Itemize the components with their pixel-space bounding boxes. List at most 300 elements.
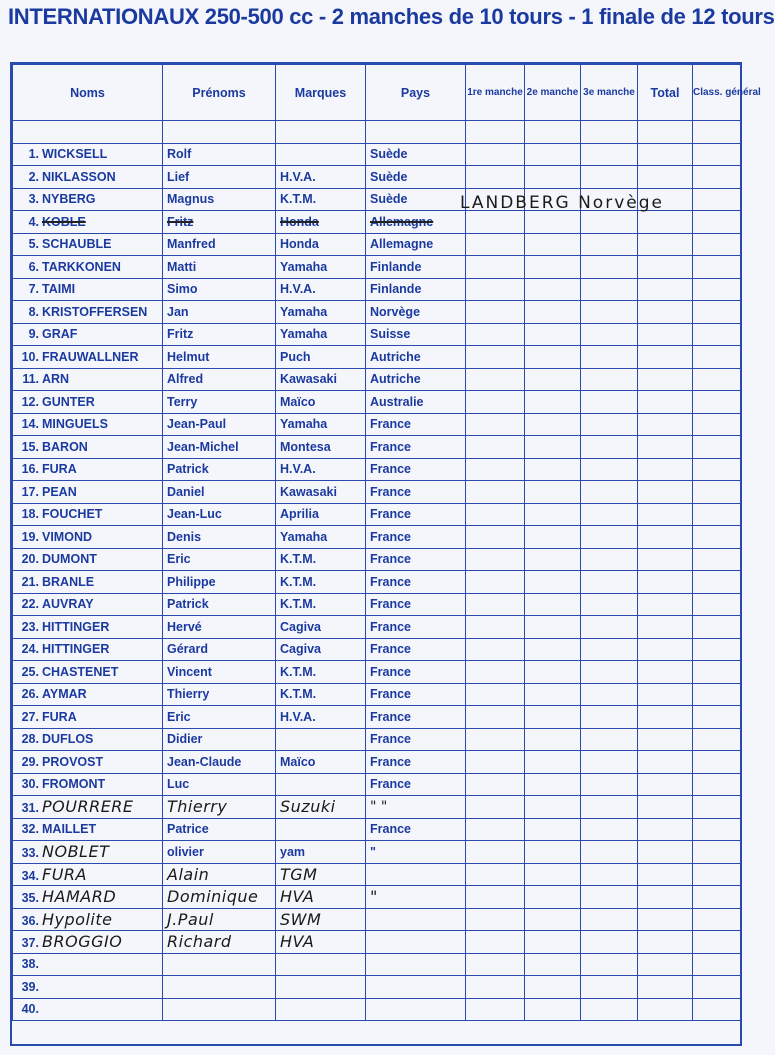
cell-total (638, 143, 693, 166)
cell-marque (276, 458, 366, 481)
cell-classement (693, 211, 741, 234)
cell-manche1 (466, 301, 525, 324)
cell-prenom (163, 728, 276, 751)
row-prenom: Manfred (167, 237, 216, 252)
cell-manche3 (581, 211, 638, 234)
row-marque: K.T.M. (280, 597, 317, 612)
cell-prenom (163, 503, 276, 526)
cell-classement (693, 548, 741, 571)
table-row (13, 166, 741, 189)
cell-classement (693, 166, 741, 189)
cell-classement (693, 413, 741, 436)
cell-prenom (163, 953, 276, 976)
cell-nom (13, 953, 163, 976)
cell-nom (13, 728, 163, 751)
cell-total (638, 346, 693, 369)
cell-total (638, 166, 693, 189)
row-marque: SWM (280, 909, 322, 929)
cell-pays (366, 818, 466, 841)
cell-pays (366, 481, 466, 504)
row-nom: FRAUWALLNER (42, 349, 139, 364)
cell-nom (13, 773, 163, 796)
row-pays: Suède (370, 192, 408, 207)
row-marque: H.V.A. (280, 709, 316, 724)
cell-marque (276, 886, 366, 909)
cell-manche1 (466, 458, 525, 481)
row-pays: France (370, 687, 411, 702)
cell-classement (693, 841, 741, 864)
header-prenoms: Prénoms (163, 65, 276, 121)
cell-marque (276, 863, 366, 886)
row-prenom: Dominique (167, 887, 259, 907)
row-number: 21. (21, 574, 39, 589)
cell-prenom (163, 998, 276, 1021)
cell-total (638, 751, 693, 774)
handwritten-note: LANDBERG Norvège (460, 193, 664, 213)
cell-total (638, 841, 693, 864)
cell-prenom (163, 278, 276, 301)
cell-marque (276, 706, 366, 729)
row-pays: France (370, 822, 411, 837)
table-row (13, 233, 741, 256)
cell-manche2 (525, 526, 581, 549)
row-pays: " (370, 844, 376, 859)
cell-manche3 (581, 278, 638, 301)
cell-manche3 (581, 638, 638, 661)
row-number: 16. (21, 462, 39, 477)
header-manche2: 2e manche (525, 65, 581, 121)
cell-total (638, 211, 693, 234)
row-nom: GUNTER (42, 394, 95, 409)
cell-manche2 (525, 638, 581, 661)
cell-classement (693, 593, 741, 616)
cell-prenom (163, 548, 276, 571)
table-row (13, 886, 741, 909)
cell-nom (13, 818, 163, 841)
row-marque: H.V.A. (280, 169, 316, 184)
cell-manche2 (525, 211, 581, 234)
cell-prenom (163, 458, 276, 481)
table-row (13, 818, 741, 841)
row-number: 17. (21, 484, 39, 499)
cell-prenom (163, 931, 276, 954)
cell-manche3 (581, 886, 638, 909)
cell-total (638, 796, 693, 819)
cell-marque (276, 278, 366, 301)
row-number: 26. (21, 687, 39, 702)
cell-manche1 (466, 751, 525, 774)
cell-pays (366, 413, 466, 436)
cell-nom (13, 548, 163, 571)
cell-nom (13, 458, 163, 481)
row-number: 18. (21, 507, 39, 522)
cell-classement (693, 188, 741, 211)
cell-nom (13, 526, 163, 549)
row-prenom: Rolf (167, 147, 192, 162)
cell-manche2 (525, 481, 581, 504)
row-marque: H.V.A. (280, 282, 316, 297)
row-number: 30. (21, 777, 39, 792)
cell-nom (13, 211, 163, 234)
row-marque: H.V.A. (280, 462, 316, 477)
row-marque: K.T.M. (280, 574, 317, 589)
row-pays: France (370, 462, 411, 477)
cell-nom (13, 143, 163, 166)
row-number: 11. (22, 372, 39, 387)
cell-marque (276, 503, 366, 526)
row-number: 35. (21, 891, 39, 906)
row-nom: GRAF (42, 327, 78, 342)
cell-total (638, 886, 693, 909)
row-nom: KOBLE (42, 214, 86, 229)
row-pays: " (370, 887, 378, 907)
cell-total (638, 953, 693, 976)
cell-prenom (163, 661, 276, 684)
cell-manche1 (466, 706, 525, 729)
row-number: 5. (28, 237, 39, 252)
table-row (13, 661, 741, 684)
row-pays: Allemagne (370, 237, 434, 252)
row-nom: HITTINGER (42, 619, 110, 634)
cell-classement (693, 526, 741, 549)
cell-manche2 (525, 773, 581, 796)
row-number: 19. (21, 529, 39, 544)
cell-prenom (163, 751, 276, 774)
row-pays: Norvège (370, 304, 421, 319)
cell-pays (366, 458, 466, 481)
cell-prenom (163, 616, 276, 639)
cell-nom (13, 233, 163, 256)
table-row (13, 931, 741, 954)
cell-manche1 (466, 548, 525, 571)
cell-manche2 (525, 953, 581, 976)
cell-nom (13, 661, 163, 684)
table-row (13, 413, 741, 436)
row-prenom: Jean-Paul (167, 417, 227, 432)
cell-manche1 (466, 661, 525, 684)
cell-manche2 (525, 998, 581, 1021)
row-number: 22. (21, 597, 39, 612)
cell-marque (276, 931, 366, 954)
cell-pays (366, 773, 466, 796)
row-prenom: Richard (167, 932, 232, 952)
cell-classement (693, 886, 741, 909)
header-manche3: 3e manche (581, 65, 638, 121)
cell-prenom (163, 323, 276, 346)
cell-classement (693, 931, 741, 954)
page-title: INTERNATIONAUX 250-500 cc - 2 manches de 10 tours - 1 finale de 12 tours (8, 4, 775, 29)
cell-manche3 (581, 908, 638, 931)
cell-total (638, 458, 693, 481)
row-nom: BARON (42, 439, 88, 454)
table-row (13, 278, 741, 301)
cell-total (638, 526, 693, 549)
cell-manche3 (581, 368, 638, 391)
table-row (13, 706, 741, 729)
cell-manche3 (581, 683, 638, 706)
row-pays: Autriche (370, 349, 421, 364)
row-number: 31. (21, 801, 39, 816)
cell-prenom (163, 886, 276, 909)
row-nom: ARN (42, 372, 70, 387)
cell-pays (366, 683, 466, 706)
row-number: 2. (28, 169, 39, 184)
table-row (13, 796, 741, 819)
cell-nom (13, 751, 163, 774)
table-row (13, 571, 741, 594)
cell-pays (366, 256, 466, 279)
row-prenom: olivier (167, 844, 204, 859)
row-prenom: Patrice (167, 822, 209, 837)
row-prenom: Helmut (167, 349, 210, 364)
cell-pays (366, 751, 466, 774)
table-row (13, 548, 741, 571)
cell-total (638, 616, 693, 639)
cell-manche3 (581, 841, 638, 864)
cell-total (638, 863, 693, 886)
row-pays: France (370, 439, 411, 454)
table-row (13, 593, 741, 616)
row-marque: K.T.M. (280, 664, 317, 679)
row-prenom: Jan (167, 304, 189, 319)
row-prenom: Eric (167, 552, 191, 567)
table-row (13, 616, 741, 639)
cell-manche3 (581, 143, 638, 166)
table-row (13, 211, 741, 234)
cell-pays (366, 706, 466, 729)
cell-marque (276, 211, 366, 234)
row-number: 23. (21, 619, 39, 634)
cell-marque (276, 413, 366, 436)
cell-manche2 (525, 728, 581, 751)
row-number: 9. (28, 327, 39, 342)
cell-pays (366, 571, 466, 594)
cell-classement (693, 706, 741, 729)
cell-manche1 (466, 593, 525, 616)
row-prenom: Luc (167, 777, 190, 792)
cell-nom (13, 616, 163, 639)
row-prenom: Fritz (167, 327, 194, 342)
cell-classement (693, 143, 741, 166)
cell-manche1 (466, 728, 525, 751)
cell-marque (276, 908, 366, 931)
cell-classement (693, 683, 741, 706)
cell-total (638, 728, 693, 751)
cell-manche1 (466, 571, 525, 594)
cell-manche1 (466, 503, 525, 526)
row-nom: DUFLOS (42, 732, 94, 747)
cell-marque (276, 796, 366, 819)
row-number: 12. (21, 394, 39, 409)
cell-pays (366, 953, 466, 976)
cell-total (638, 661, 693, 684)
table-row (13, 391, 741, 414)
cell-manche2 (525, 233, 581, 256)
row-pays: France (370, 552, 411, 567)
cell-nom (13, 188, 163, 211)
row-pays: Finlande (370, 282, 422, 297)
row-prenom: Fritz (167, 214, 194, 229)
cell-pays (366, 908, 466, 931)
row-nom: WICKSELL (42, 147, 108, 162)
cell-manche3 (581, 548, 638, 571)
row-marque: Suzuki (280, 797, 336, 817)
row-pays: Autriche (370, 372, 421, 387)
cell-manche2 (525, 436, 581, 459)
cell-manche3 (581, 976, 638, 999)
cell-prenom (163, 818, 276, 841)
cell-prenom (163, 233, 276, 256)
cell-marque (276, 526, 366, 549)
row-nom: BROGGIO (42, 932, 123, 952)
cell-pays (366, 796, 466, 819)
cell-pays (366, 841, 466, 864)
row-marque: TGM (280, 864, 318, 884)
row-nom: DUMONT (42, 552, 97, 567)
cell-manche3 (581, 413, 638, 436)
cell-total (638, 683, 693, 706)
row-nom: Hypolite (42, 909, 113, 929)
cell-pays (366, 323, 466, 346)
cell-pays (366, 278, 466, 301)
cell-manche2 (525, 841, 581, 864)
table-row (13, 683, 741, 706)
row-nom: NIKLASSON (42, 169, 116, 184)
row-marque: Puch (280, 349, 311, 364)
cell-manche1 (466, 413, 525, 436)
cell-pays (366, 166, 466, 189)
row-pays: France (370, 642, 411, 657)
cell-pays (366, 211, 466, 234)
cell-manche3 (581, 571, 638, 594)
cell-pays (366, 526, 466, 549)
cell-pays (366, 143, 466, 166)
table-body (13, 121, 741, 1021)
row-pays: France (370, 732, 411, 747)
row-marque: yam (280, 844, 306, 859)
cell-pays (366, 436, 466, 459)
cell-prenom (163, 436, 276, 459)
cell-prenom (163, 368, 276, 391)
table-row (13, 773, 741, 796)
cell-prenom (163, 908, 276, 931)
cell-total (638, 638, 693, 661)
cell-nom (13, 931, 163, 954)
cell-marque (276, 323, 366, 346)
cell-marque (276, 188, 366, 211)
cell-manche2 (525, 278, 581, 301)
row-number: 25. (21, 664, 39, 679)
cell-classement (693, 391, 741, 414)
cell-manche3 (581, 931, 638, 954)
cell-manche3 (581, 616, 638, 639)
row-pays: Australie (370, 394, 424, 409)
cell-prenom (163, 841, 276, 864)
row-number: 38. (21, 957, 39, 972)
row-pays: France (370, 597, 411, 612)
cell-manche3 (581, 436, 638, 459)
cell-manche1 (466, 233, 525, 256)
cell-pays (366, 368, 466, 391)
table-row (13, 638, 741, 661)
cell-manche2 (525, 976, 581, 999)
row-prenom: Alain (167, 864, 210, 884)
cell-classement (693, 953, 741, 976)
cell-manche2 (525, 886, 581, 909)
row-pays: Allemagne (370, 214, 434, 229)
row-nom: BRANLE (42, 574, 95, 589)
row-nom: TAIMI (42, 282, 76, 297)
cell-marque (276, 661, 366, 684)
cell-marque (276, 953, 366, 976)
cell-manche1 (466, 818, 525, 841)
cell-pays (366, 346, 466, 369)
cell-nom (13, 436, 163, 459)
cell-prenom (163, 166, 276, 189)
cell-manche3 (581, 166, 638, 189)
table-row (13, 368, 741, 391)
cell-marque (276, 166, 366, 189)
cell-manche1 (466, 166, 525, 189)
row-pays: France (370, 507, 411, 522)
row-nom: HITTINGER (42, 642, 110, 657)
cell-marque (276, 391, 366, 414)
cell-marque (276, 728, 366, 751)
row-nom: VIMOND (42, 529, 92, 544)
row-number: 37. (21, 936, 39, 951)
header-pays: Pays (366, 65, 466, 121)
cell-nom (13, 391, 163, 414)
table-row (13, 323, 741, 346)
cell-prenom (163, 413, 276, 436)
cell-marque (276, 256, 366, 279)
row-number: 4. (28, 214, 39, 229)
cell-nom (13, 166, 163, 189)
cell-total (638, 278, 693, 301)
cell-manche3 (581, 863, 638, 886)
cell-manche3 (581, 481, 638, 504)
cell-pays (366, 638, 466, 661)
cell-nom (13, 976, 163, 999)
cell-nom (13, 368, 163, 391)
cell-manche3 (581, 706, 638, 729)
row-prenom: Hervé (167, 619, 202, 634)
row-marque: K.T.M. (280, 687, 317, 702)
cell-manche2 (525, 818, 581, 841)
cell-nom (13, 278, 163, 301)
cell-marque (276, 818, 366, 841)
cell-manche2 (525, 706, 581, 729)
row-nom: AUVRAY (42, 597, 94, 612)
cell-nom (13, 998, 163, 1021)
row-nom: NOBLET (42, 842, 110, 862)
cell-prenom (163, 391, 276, 414)
cell-classement (693, 616, 741, 639)
row-nom: POURRERE (42, 797, 134, 817)
row-nom: FROMONT (42, 777, 106, 792)
table-row (13, 458, 741, 481)
cell-classement (693, 998, 741, 1021)
row-number: 36. (21, 913, 39, 928)
cell-manche1 (466, 211, 525, 234)
cell-prenom (163, 593, 276, 616)
cell-manche2 (525, 301, 581, 324)
cell-manche1 (466, 323, 525, 346)
row-pays: France (370, 574, 411, 589)
cell-manche2 (525, 413, 581, 436)
cell-classement (693, 233, 741, 256)
cell-total (638, 368, 693, 391)
